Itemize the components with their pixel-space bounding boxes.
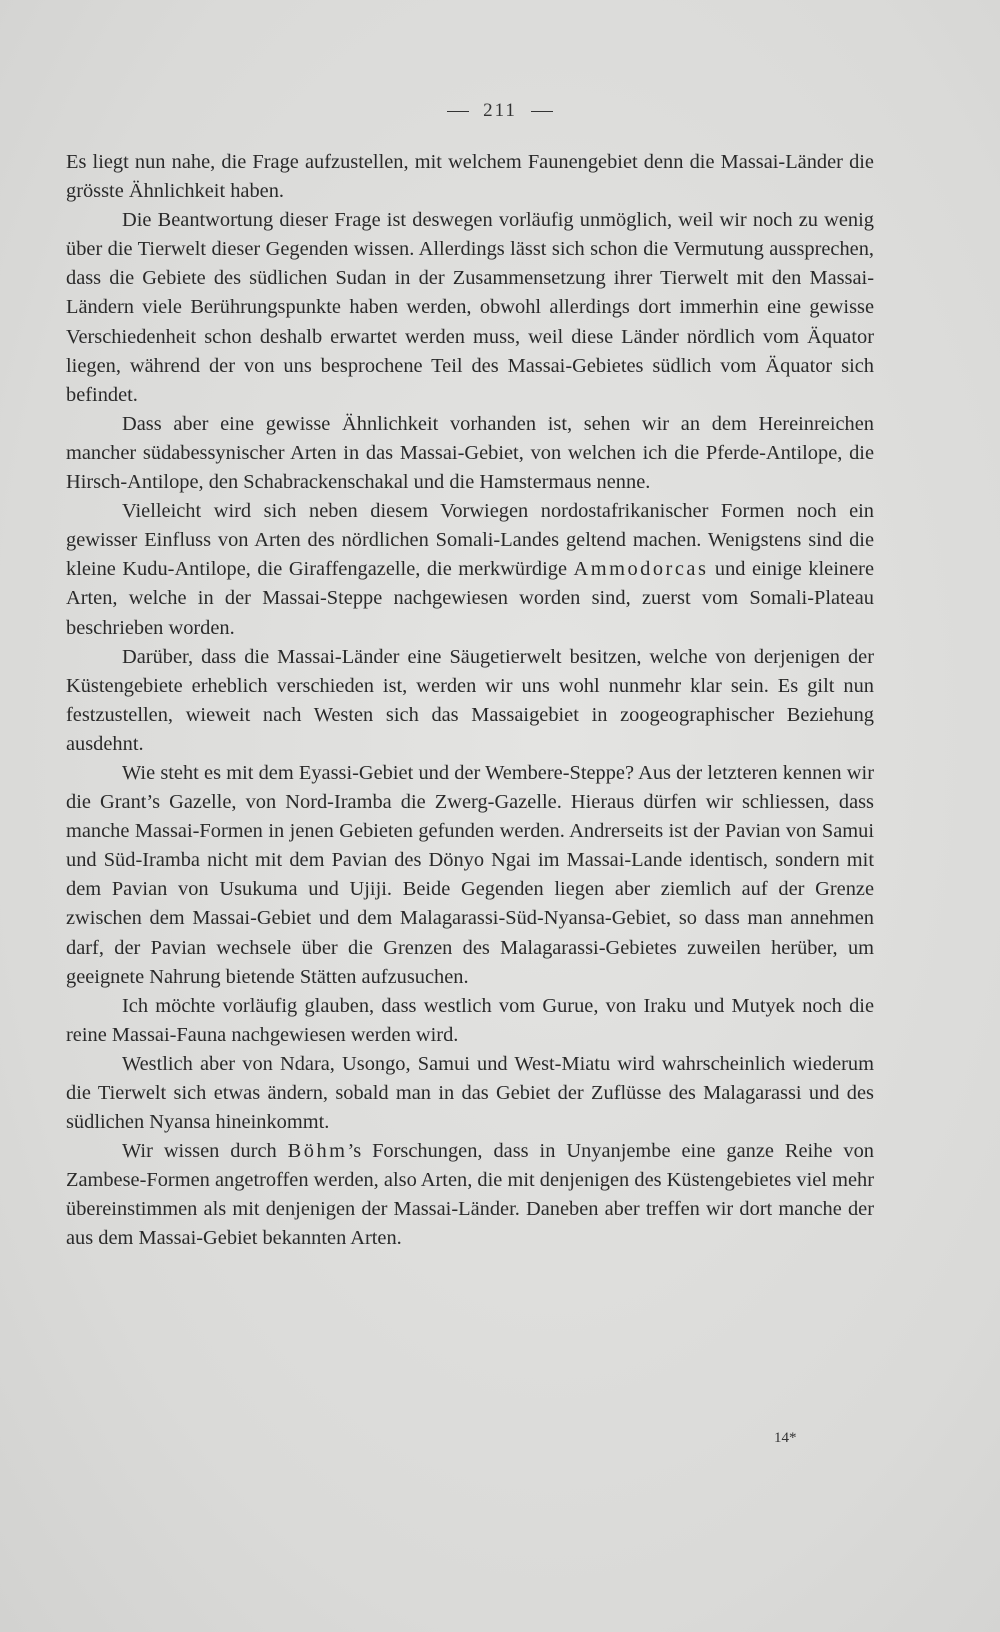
paragraph-3: Dass aber eine gewisse Ähnlichkeit vorhanden ist, sehen wir an dem Hereinreichen mancher südabessynischer Arten in das Massai-Gebiet, von welchen ich die Pferde-Antilope, die Hirsch-Antilope, den Schabrackenschakal und die Hamstermaus nenne. (66, 412, 874, 494)
paragraph-1: Es liegt nun nahe, die Frage aufzustellen, mit welchem Faunengebiet denn die Massai-Länder die grösste Ähnlichkeit haben. (66, 151, 874, 203)
paragraph-5: Darüber, dass die Massai-Länder eine Säugetierwelt besitzen, welche von derjenigen der Küstengebiete erheblich verschieden ist, werden wir uns wohl nunmehr klar sein. Es gilt nun festzustellen, wieweit nach Westen sich das Massaigebiet in zoogeographischer Beziehung ausdehnt. (66, 645, 874, 755)
paragraph-2: Die Beantwortung dieser Frage ist deswegen vorläufig unmöglich, weil wir noch zu wenig über die Tierwelt dieser Gegenden wissen. Allerdings lässt sich schon die Vermutung aussprechen, dass die Gebiete des südlichen Sudan in der Zusammensetzung ihrer Tierwelt mit den Massai-Ländern viele Berührungspunkte haben werden, obwohl allerdings dort immerhin eine gewisse Verschiedenheit schon deshalb erwartet werden muss, weil diese Länder nördlich vom Äquator liegen, während der von uns besprochene Teil des Massai-Gebietes südlich vom Äquator sich befindet. (66, 209, 874, 406)
genus-name-ammodorcas: Ammodorcas (573, 558, 709, 581)
paragraph-8: Westlich aber von Ndara, Usongo, Samui und West-Miatu wird wahrscheinlich wiederum die Tierwelt sich etwas ändern, sobald man in das Gebiet der Zuflüsse des Malagarassi und des südlichen Nyansa hineinkommt. (66, 1052, 874, 1134)
printer-signature-mark: 14* (774, 1430, 797, 1446)
body-text (66, 148, 874, 1254)
page-number: 211 (483, 100, 517, 121)
paragraph-9 (66, 1137, 874, 1253)
paragraph-4-part-1: Vielleicht wird sich neben diesem Vorwiegen nordostafrikanischer Formen noch ein gewisser Einfluss von Arten des nördlichen Somali-Landes geltend machen. Wenigstens sind die kleine Kudu-Antilope, die Giraffengazelle, die merkwürdige (66, 500, 874, 581)
paragraph-7: Ich möchte vorläufig glauben, dass westlich vom Gurue, von Iraku und Mutyek noch die reine Massai-Fauna nachgewiesen werden wird. (66, 994, 874, 1046)
author-name-boehm: Böhm (287, 1140, 348, 1163)
paragraph-9-part-2: ’s Forschungen, dass in Unyanjembe eine ganze Reihe von Zambese-Formen angetroffen werden, also Arten, die mit denjenigen des Küstengebietes viel mehr übereinstimmen als mit denjenigen der Massai-Länder. Daneben aber treffen wir dort manche der aus dem Massai-Gebiet bekannten Arten. (66, 1140, 874, 1250)
paragraph-9-part-1: Wir wissen durch (122, 1140, 288, 1163)
header-dash-right (531, 111, 553, 113)
paragraph-4 (66, 497, 874, 642)
paragraph-4-part-2: und einige kleinere Arten, welche in der Massai-Steppe nachgewiesen worden sind, zuerst vom Somali-Plateau beschrieben worden. (66, 558, 874, 639)
page-header (0, 100, 1000, 122)
header-dash-left (447, 111, 469, 113)
paragraph-6: Wie steht es mit dem Eyassi-Gebiet und der Wembere-Steppe? Aus der letzteren kennen wir die Grant’s Gazelle, von Nord-Iramba die Zwerg-Gazelle. Hieraus dürfen wir schliessen, dass manche Massai-Formen in jenen Gebieten gefunden werden. Andrerseits ist der Pavian von Samui und Süd-Iramba nicht mit dem Pavian des Dönyo Ngai im Massai-Lande identisch, sondern mit dem Pavian von Usukuma und Ujiji. Beide Gegenden liegen aber ziemlich auf der Grenze zwischen dem Massai-Gebiet und dem Malagarassi-Süd-Nyansa-Gebiet, so dass man annehmen darf, der Pavian wechsele über die Grenzen des Malagarassi-Gebietes zuweilen herüber, um geeignete Nahrung bietende Stätten aufzusuchen. (66, 761, 874, 988)
